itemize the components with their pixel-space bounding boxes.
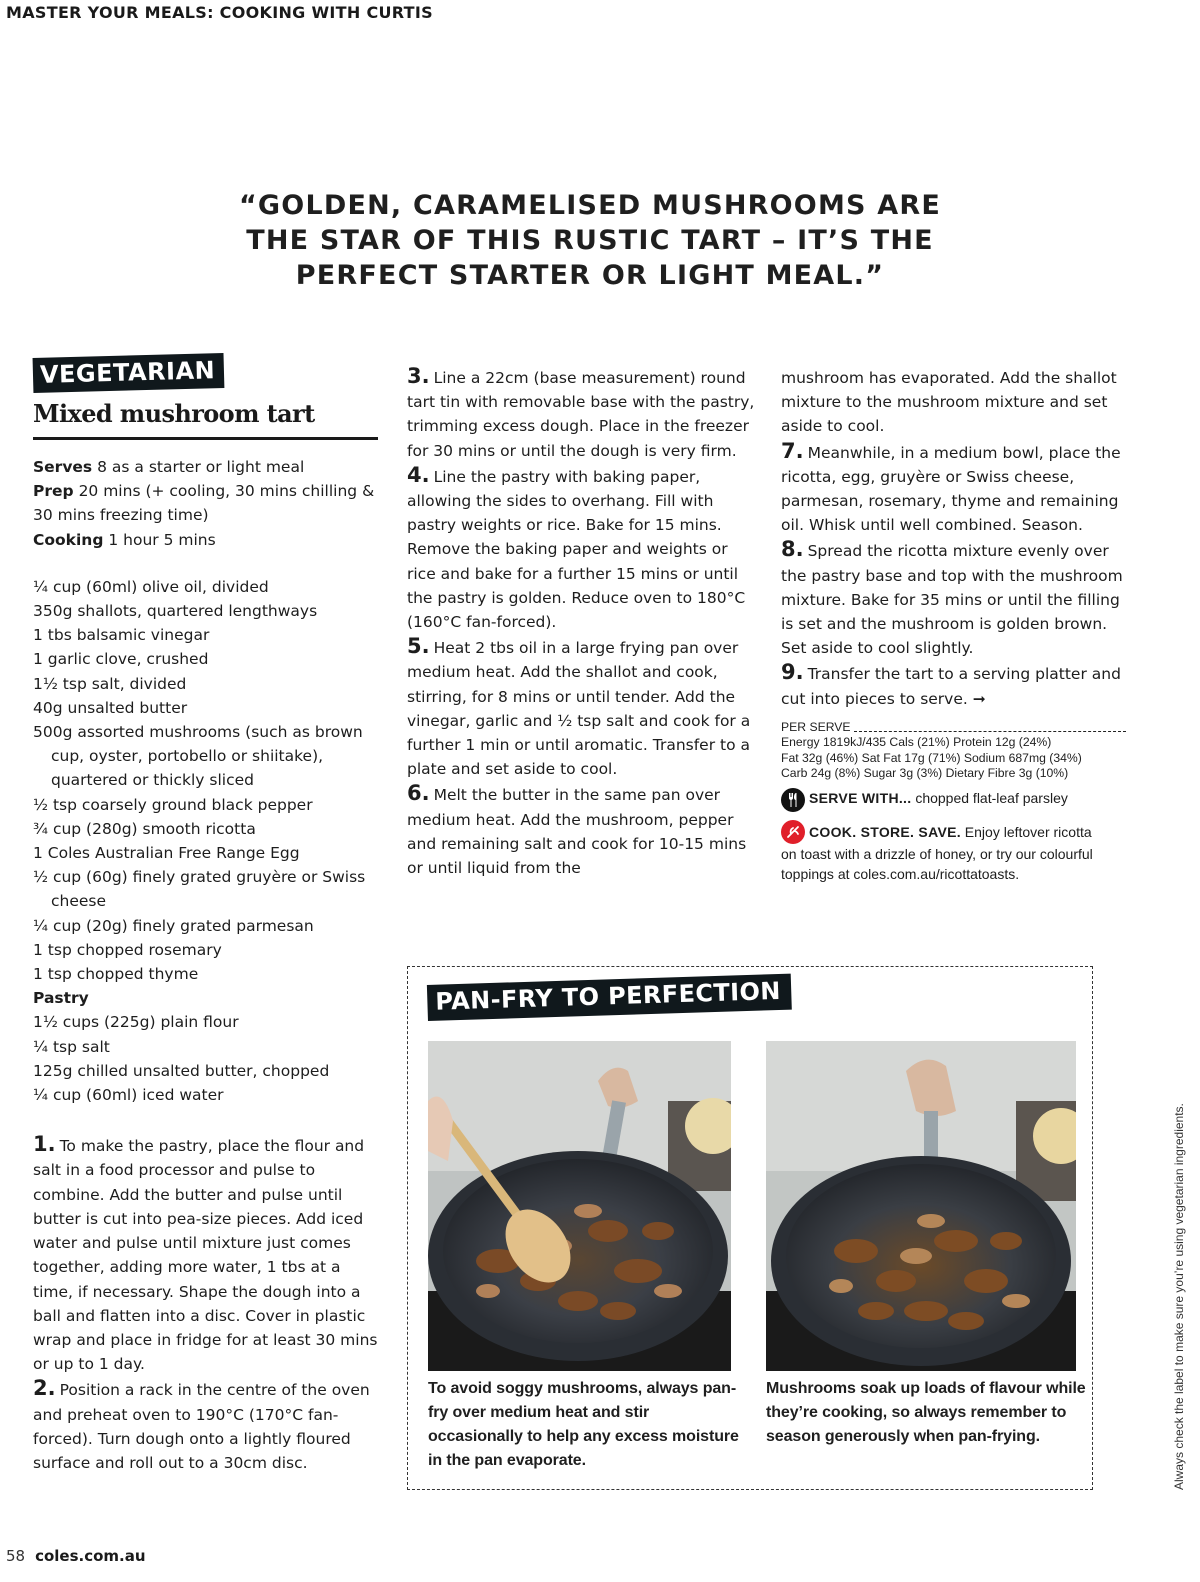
ingredient-item: ¼ cup (60ml) iced water: [33, 1086, 224, 1105]
cutlery-icon: [781, 788, 805, 812]
pull-quote: [200, 188, 980, 293]
ingredient-item: 1½ tsp salt, divided: [33, 674, 187, 693]
nutrition-panel: [781, 720, 1126, 782]
cook-store-save-value: Enjoy leftover ricotta: [960, 823, 1092, 840]
ingredient-item: 1 Coles Australian Free Range Egg: [33, 844, 300, 863]
ingredient-item: ¼ cup (20g) finely grated parmesan: [33, 916, 314, 935]
serves-row: [33, 455, 378, 479]
golden-mushrooms-photo: [766, 1041, 1076, 1371]
nutrition-line: Fat 32g (46%) Sat Fat 17g (71%) Sodium 687mg (34%): [781, 750, 1082, 765]
ingredient-item: 1 tsp chopped thyme: [33, 965, 199, 984]
step-number: 7.: [781, 438, 804, 463]
ingredient-item: 1 garlic clove, crushed: [33, 650, 209, 669]
cook-store-save-continued: on toast with a drizzle of honey, or try our colourful toppings at coles.com.au/ricottatoasts.: [781, 845, 1093, 882]
step-text: Line a 22cm (base measurement) round tart tin with removable base with the pastry, trimming excess dough. Place in the freezer for 30 mins or until the dough is very firm.: [407, 369, 755, 460]
serves-value: 8 as a starter or light meal: [97, 458, 305, 476]
method-step: [407, 364, 757, 463]
step-text: Position a rack in the centre of the oven and preheat oven to 190°C (170°C fan-forced). Turn dough onto a lightly floured surface and roll out to a 30cm disc.: [33, 1381, 370, 1472]
serve-with-label: SERVE WITH...: [809, 789, 912, 806]
cooking-row: [33, 528, 378, 552]
method-step: [407, 634, 757, 781]
method-step: [33, 1132, 378, 1376]
step-number: 8.: [781, 537, 804, 562]
recipe-column-2: [407, 364, 757, 880]
method-step: [407, 463, 757, 634]
method-step: [781, 660, 1126, 710]
nutrition-heading-row: [781, 720, 1126, 736]
recipe-column-3: [781, 366, 1126, 884]
herb-leaf-icon: [781, 820, 805, 844]
running-head: MASTER YOUR MEALS: COOKING WITH CURTIS: [6, 3, 433, 22]
method-step: [781, 439, 1126, 538]
cooking-label: Cooking: [33, 530, 104, 549]
cooking-value: 1 hour 5 mins: [108, 530, 216, 549]
step-text: To make the pastry, place the flour and salt in a food processor and pulse to combine. Add the butter and pulse until butter is cut into pea-size pieces. Add iced water and pulse until mixture just comes together, adding more water, 1 tbs at a time, if necessary. Shape the dough into a ball and flatten into a disc. Cover in plastic wrap and place in fridge for at least 30 mins or up to 1 day.: [33, 1137, 378, 1374]
recipe-title: Mixed mushroom tart: [33, 399, 315, 428]
ingredient-item: 1 tsp chopped rosemary: [33, 940, 222, 959]
step-number: 9.: [781, 660, 804, 685]
recipe-column-1: [33, 358, 378, 1475]
ingredient-item: ½ cup (60g) finely grated gruyère or Swiss cheese: [33, 868, 366, 911]
ingredient-item: ¾ cup (280g) smooth ricotta: [33, 819, 256, 838]
pan-fry-heading: PAN-FRY TO PERFECTION: [427, 974, 791, 1021]
cook-store-save-tip: [781, 820, 1126, 884]
photo-caption: Mushrooms soak up loads of flavour while they’re cooking, so always remember to season generously when pan-frying.: [766, 1380, 1086, 1445]
method-step-continued: mushroom has evaporated. Add the shallot mixture to the mushroom mixture and set aside to cool.: [781, 369, 1117, 436]
step-number: 3.: [407, 364, 430, 388]
nutrition-line: Energy 1819kJ/435 Cals (21%) Protein 12g (24%): [781, 735, 1052, 750]
photo-caption: To avoid soggy mushrooms, always pan-fry over medium heat and stir occasionally to help any excess moisture in the pan evaporate.: [428, 1380, 739, 1469]
method-steps-col1: [33, 1132, 378, 1475]
pull-quote-line: PERFECT STARTER OR LIGHT MEAL.”: [295, 260, 885, 291]
step-text: Spread the ricotta mixture evenly over the pastry base and top with the mushroom mixture. Bake for 35 mins or until the filling is set and the mushroom is golden brown. Set aside to cool slightly.: [781, 542, 1123, 658]
title-divider: [33, 437, 378, 440]
method-steps-col2: [407, 364, 757, 880]
step-number: 1.: [33, 1132, 56, 1157]
page-footer: [6, 1547, 146, 1565]
step-text: Transfer the tart to a serving platter and cut into pieces to serve.: [781, 665, 1121, 708]
serve-with-tip: [781, 788, 1126, 812]
step-text: Line the pastry with baking paper, allowing the sides to overhang. Fill with pastry weights or rice. Bake for 15 mins. Remove the baking paper and weights or rice and bake for a further 15 mins or until the pastry is golden. Reduce oven to 180°C (160°C fan-forced).: [407, 467, 746, 632]
prep-label: Prep: [33, 482, 74, 501]
method-step: [407, 781, 757, 880]
method-steps-col3: [781, 366, 1126, 711]
pan-fry-tip-box: [407, 966, 1093, 1490]
ingredient-item: 500g assorted mushrooms (such as brown cup, oyster, portobello or shiitake), quartered or thickly sliced: [33, 723, 363, 790]
cook-store-save-first-line: [781, 820, 1126, 844]
step-number: 5.: [407, 634, 430, 659]
step-number: 2.: [33, 1376, 56, 1401]
method-step: [33, 1376, 378, 1475]
vegetarian-label-note: Always check the label to make sure you’re using vegetarian ingredients.: [1172, 1103, 1186, 1490]
nutrition-heading: PER SERVE: [781, 719, 851, 734]
ingredient-item: 40g unsalted butter: [33, 698, 188, 717]
cook-store-save-text: [809, 822, 1092, 842]
cook-store-save-label: COOK. STORE. SAVE.: [809, 823, 961, 840]
pull-quote-line: “GOLDEN, CARAMELISED MUSHROOMS ARE: [238, 190, 941, 221]
page-number: 58: [6, 1547, 26, 1565]
ingredient-item: 1½ cups (225g) plain flour: [33, 1013, 239, 1032]
serve-with-text: [809, 788, 1068, 808]
serve-with-value: chopped flat-leaf parsley: [911, 789, 1068, 806]
prep-value: 20 mins (+ cooling, 30 mins chilling & 30 mins freezing time): [33, 482, 375, 525]
ingredient-item: 350g shallots, quartered lengthways: [33, 602, 318, 621]
ingredient-item: ¼ cup (60ml) olive oil, divided: [33, 577, 269, 596]
step-text: Heat 2 tbs oil in a large frying pan over medium heat. Add the shallot and cook, stirring, for 8 mins or until tender. Add the vinegar, garlic and ½ tsp salt and cook for a further 1 min or until aromatic. Transfer to a plate and set aside to cool.: [407, 639, 751, 779]
dashed-rule: [854, 724, 1126, 732]
step-number: 4.: [407, 462, 430, 487]
step-text: Meanwhile, in a medium bowl, place the ricotta, egg, gruyère or Swiss cheese, parmesan, rosemary, thyme and remaining oil. Whisk until well combined. Season.: [781, 443, 1121, 535]
continue-arrow-icon: ➞: [972, 689, 986, 708]
ingredient-item: 125g chilled unsalted butter, chopped: [33, 1061, 330, 1080]
step-number: 6.: [407, 781, 430, 806]
ingredient-list: [33, 575, 378, 1107]
recipe-meta: [33, 455, 378, 552]
pull-quote-line: THE STAR OF THIS RUSTIC TART – IT’S THE: [246, 225, 934, 256]
prep-row: [33, 479, 378, 527]
footer-site-link[interactable]: coles.com.au: [35, 1547, 146, 1565]
pastry-subheading: Pastry: [33, 989, 89, 1008]
stirring-mushrooms-photo: [428, 1041, 731, 1371]
serves-label: Serves: [33, 458, 93, 476]
vegetarian-tag: VEGETARIAN: [33, 353, 225, 393]
nutrition-line: Carb 24g (8%) Sugar 3g (3%) Dietary Fibre 3g (10%): [781, 766, 1069, 781]
method-step: [781, 537, 1126, 660]
ingredient-item: ¼ tsp salt: [33, 1037, 110, 1056]
ingredient-item: ½ tsp coarsely ground black pepper: [33, 795, 313, 814]
step-text: Melt the butter in the same pan over medium heat. Add the mushroom, pepper and remaining salt and cook for 10-15 mins or until liquid from the: [407, 786, 747, 878]
ingredient-item: 1 tbs balsamic vinegar: [33, 626, 210, 645]
